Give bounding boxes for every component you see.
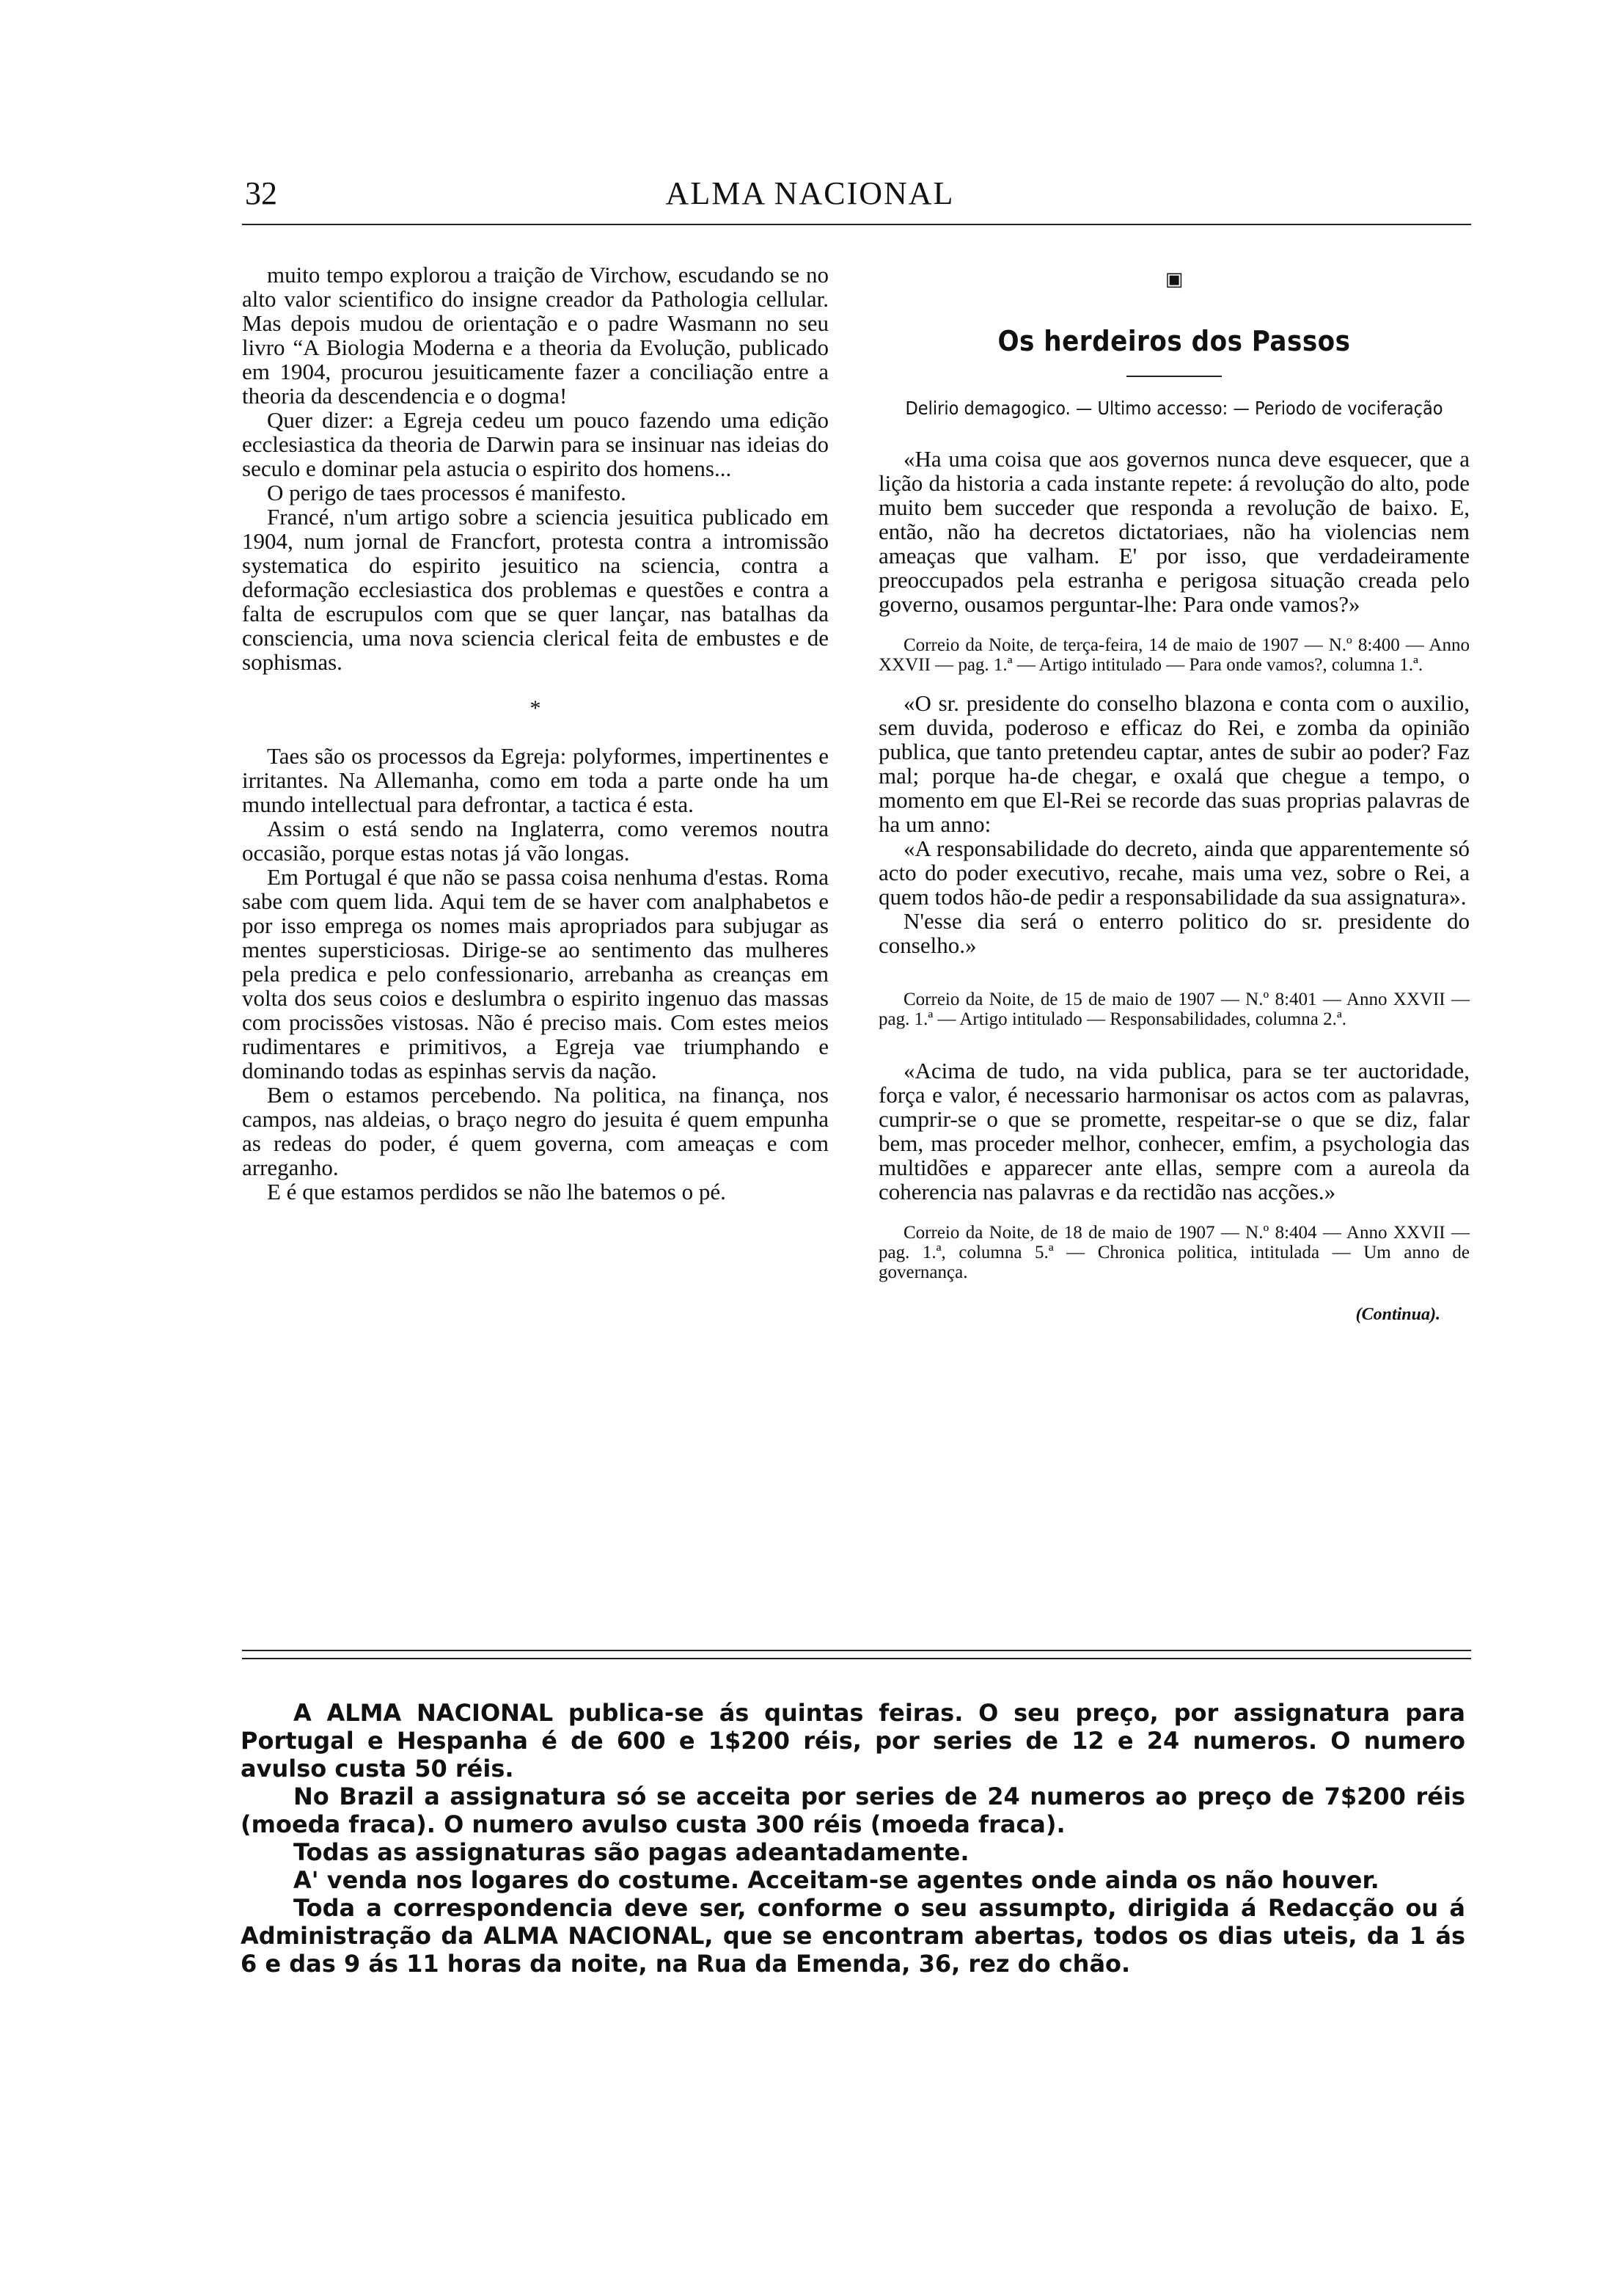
quote-paragraph: «O sr. presidente do conselho blazona e conta com o auxilio, sem duvida, poderoso e efficaz do Rei, e zomba da opinião publica, que tanto pretendeu captar, antes de subir ao poder? Faz mal; porque ha-de chegar, e oxalá que chegue a tempo, o momento em que El-Rei se recorde das suas proprias palavras de ha um anno:: [879, 690, 1470, 837]
journal-title: ALMA NACIONAL: [665, 175, 955, 211]
paragraph: Quer dizer: a Egreja cedeu um pouco fazendo uma edição ecclesiastica da theoria de Darwin para se insinuar nas ideias do seculo e dominar pela astucia o espirito dos homens...: [242, 407, 829, 481]
left-column: [242, 263, 829, 1204]
quotation: [879, 447, 1470, 616]
paragraph: Bem o estamos percebendo. Na politica, na finança, nos campos, nas aldeias, o braço negro do jesuita é quem empunha as redeas do poder, é quem governa, com ameaças e com arreganho.: [242, 1082, 829, 1180]
quote-paragraph: «A responsabilidade do decreto, ainda que apparentemente só acto do poder executivo, recahe, mais uma vez, sobre o Rei, a quem todos hão-de pedir a responsabilidade da sua assignatura».: [879, 836, 1470, 910]
section-asterism: *: [529, 696, 541, 720]
footer-rule: [242, 1650, 1471, 1651]
paragraph: Taes são os processos da Egreja: polyformes, impertinentes e irritantes. Na Allemanha, como em toda a parte onde ha um mundo intellectual para defrontar, a tactica é esta.: [242, 743, 829, 817]
notice-paragraph: A ALMA NACIONAL publica-se ás quintas feiras. O seu preço, por assignatura para Portugal e Hespanha é de 600 e 1$200 réis, por series de 12 e 24 numeros. O numero avulso custa 50 réis.: [241, 1699, 1465, 1783]
paragraph: E é que estamos perdidos se não lhe batemos o pé.: [267, 1179, 726, 1204]
paragraph: Francé, n'um artigo sobre a sciencia jesuitica publicado em 1904, num jornal de Francfort, protesta contra a intromissão systematica do espirito jesuitico na sciencia, contra a deformação ecclesiastica dos problemas e questões e contra a falta de escrupulos com que se quer lançar, nas batalhas da consciencia, uma nova sciencia clerical feita de embustes e de sophismas.: [242, 504, 829, 675]
article-subtitle: Delirio demagogico. — Ultimo accesso: — Periodo de vociferação: [905, 398, 1443, 419]
citation-text: Correio da Noite, de terça-feira, 14 de maio de 1907 — N.º 8:400 — Anno XXVII — pag. 1.ª — Artigo intitulado — Para onde vamos?, columna 1.ª.: [879, 635, 1470, 675]
citation: [879, 635, 1470, 675]
citation-text: Correio da Noite, de 15 de maio de 1907 — N.º 8:401 — Anno XXVII — pag. 1.ª — Artigo intitulado — Responsabilidades, columna 2.ª.: [879, 990, 1470, 1029]
citation-text: Correio da Noite, de 18 de maio de 1907 — N.º 8:404 — Anno XXVII — pag. 1.ª, columna 5.ª — Chronica politica, intitulada — Um anno de governança.: [879, 1223, 1470, 1282]
subscription-notice: [241, 1699, 1465, 1978]
quote-paragraph: N'esse dia será o enterro politico do sr. presidente do conselho.»: [879, 908, 1470, 958]
paragraph: O perigo de taes processos é manifesto.: [267, 480, 626, 505]
notice-paragraph: A' venda nos logares do costume. Acceitam-se agentes onde ainda os não houver.: [293, 1866, 1379, 1894]
quotation: [879, 691, 1470, 957]
footer-rule: [242, 1658, 1471, 1659]
right-column: [879, 263, 1470, 1327]
continued-label: (Continua).: [1355, 1305, 1440, 1324]
paragraph: Em Portugal é que não se passa coisa nenhuma d'estas. Roma sabe com quem lida. Aqui tem de se haver com analphabetos e por isso emprega os nomes mais apropriados para subjugar as mentes supersticiosas. Dirige-se ao sentimento das mulheres pela predica e pelo confessionario, arrebanha as creanças em volta dos seus coios e deslumbra o espirito ingenuo das massas com procissões vistosas. Não é preciso mais. Com estes meios rudimentares e primitivos, a Egreja vae triumphando e dominando todas as espinhas servis da nação.: [242, 864, 829, 1083]
article-title: Os herdeiros dos Passos: [997, 325, 1351, 357]
paragraph: Assim o está sendo na Inglaterra, como veremos noutra occasião, porque estas notas já vão longas.: [242, 816, 829, 866]
ornament-icon: ▣: [1165, 268, 1184, 290]
title-rule: [1126, 376, 1222, 377]
notice-paragraph: Todas as assignaturas são pagas adeantadamente.: [293, 1838, 970, 1866]
citation: [879, 1223, 1470, 1282]
citation: [879, 990, 1470, 1029]
quote-paragraph: «Acima de tudo, na vida publica, para se ter auctoridade, força e valor, é necessario harmonisar os actos com as palavras, cumprir-se o que se promette, respeitar-se o que se diz, falar bem, mas proceder melhor, conhecer, emfim, a psychologia das multidões e apparecer ante ellas, sempre com a aureola da coherencia nas palavras e da rectidão nas acções.»: [879, 1058, 1470, 1204]
quotation: [879, 1059, 1470, 1204]
notice-paragraph: Toda a correspondencia deve ser, conforme o seu assumpto, dirigida á Redacção ou á Administração da ALMA NACIONAL, que se encontram abertas, todos os dias uteis, da 1 ás 6 e das 9 ás 11 horas da noite, na Rua da Emenda, 36, rez do chão.: [241, 1894, 1465, 1978]
paragraph: muito tempo explorou a traição de Virchow, escudando se no alto valor scientifico do insigne creador da Pathologia cellular. Mas depois mudou de orientação e o padre Wasmann no seu livro “A Biologia Moderna e a theoria da Evolução, publicado em 1904, procurou jesuiticamente fazer a conciliação entre a theoria da descendencia e o dogma!: [242, 262, 829, 409]
page-number: 32: [245, 175, 277, 211]
header-rule: [242, 224, 1471, 225]
quote-paragraph: «Ha uma coisa que aos governos nunca deve esquecer, que a lição da historia a cada instante repete: á revolução do alto, pode muito bem succeder que responda a revolução de baixo. E, então, não ha decretos dictatoriaes, não ha violencias nem ameaças que valham. E' por isso, que verdadeiramente preoccupados pela estranha e perigosa situação creada pelo governo, ousamos perguntar-lhe: Para onde vamos?»: [879, 446, 1470, 617]
notice-paragraph: No Brazil a assignatura só se acceita por series de 24 numeros ao preço de 7$200 réis (moeda fraca). O numero avulso custa 300 réis (moeda fraca).: [241, 1783, 1465, 1838]
